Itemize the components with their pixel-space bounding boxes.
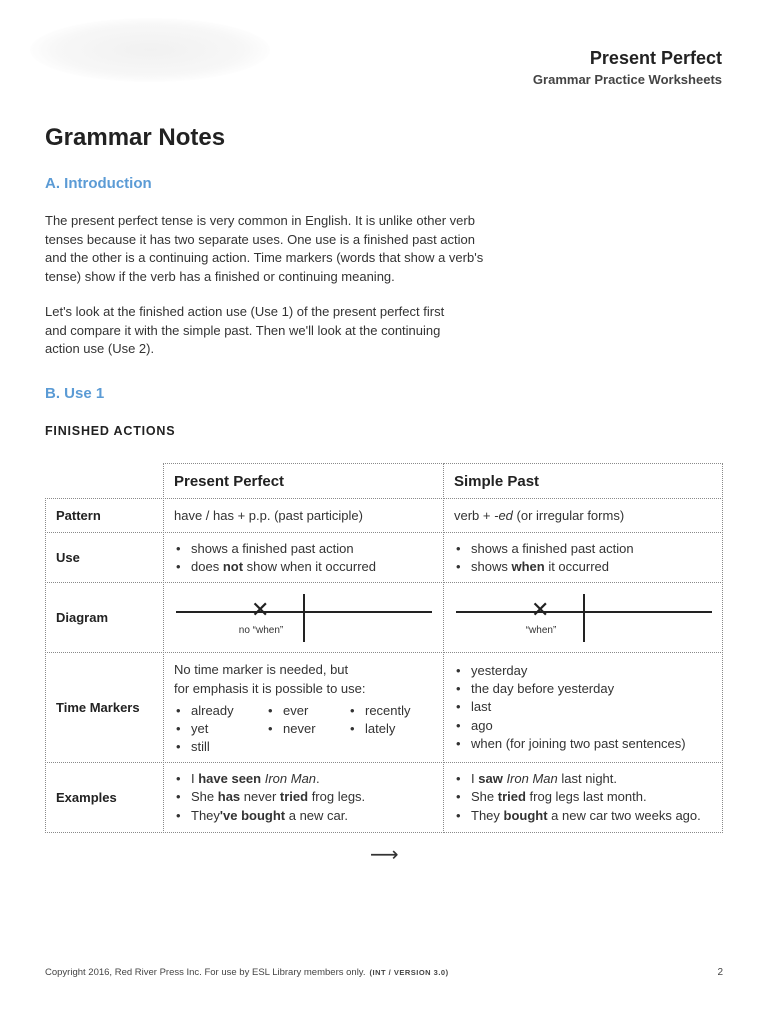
page-number: 2: [717, 967, 723, 978]
diagram-present-perfect: [163, 582, 444, 653]
examples-pp-list: [174, 770, 433, 826]
column-header-present-perfect: Present Perfect: [163, 463, 444, 499]
worksheet-subtitle: Grammar Practice Worksheets: [532, 72, 722, 87]
list-item: [174, 770, 433, 789]
diagram-simple-past: [443, 582, 723, 653]
use-sp-item-2-bold: when: [511, 558, 545, 574]
example-verb: 've bought: [219, 807, 286, 823]
time-marker-column: [348, 702, 430, 756]
time-markers-simple-past: [443, 652, 723, 763]
time-markers-pp-words: [174, 702, 433, 756]
example-text: .: [316, 770, 320, 786]
list-item: [454, 807, 712, 826]
use-simple-past: [443, 532, 723, 583]
list-item: [454, 558, 712, 576]
list-item: • still: [174, 738, 266, 756]
example-text: I: [191, 770, 199, 786]
use-sp-item-1: shows a finished past action: [471, 541, 634, 556]
list-item: • recently: [348, 702, 430, 720]
use-sp-list: [454, 540, 712, 575]
use-pp-item-1: shows a finished past action: [191, 541, 354, 556]
row-label-use: Use: [45, 532, 164, 583]
page-header: [533, 48, 722, 87]
pattern-simple-past: [443, 498, 723, 533]
section-a-heading: A. Introduction: [45, 175, 152, 192]
time-marker-column: [174, 702, 266, 756]
list-item: • last: [454, 698, 712, 716]
scan-smudge: [30, 18, 270, 82]
pattern-present-perfect: [163, 498, 444, 533]
example-verb: bought: [503, 807, 548, 823]
list-item: • the day before yesterday: [454, 680, 712, 698]
example-title: Iron Man: [506, 770, 558, 786]
use-sp-item-2-pre: shows: [471, 558, 512, 574]
row-label-diagram: Diagram: [45, 582, 164, 653]
list-item: [454, 788, 712, 807]
copyright-text: Copyright 2016, Red River Press Inc. For use by ESL Library members only.: [45, 967, 366, 978]
examples-sp-list: [454, 770, 712, 826]
intro-paragraph-1: The present perfect tense is very common in English. It is unlike other verb tenses because it has two separate uses. One use is a finished past action and the other is a continuing action. Time markers (words that show a verb's tense) show if the verb has a finished or continuing meaning.: [45, 213, 484, 284]
pattern-pp-text: have / has + p.p. (past participle): [174, 508, 363, 523]
example-verb: has: [217, 789, 241, 805]
column-header-simple-past: Simple Past: [443, 463, 723, 499]
example-title: Iron Man: [264, 770, 317, 786]
use-present-perfect: [163, 532, 444, 583]
example-text: She: [471, 789, 498, 805]
row-label-pattern: Pattern: [45, 498, 164, 533]
example-verb: tried: [497, 789, 526, 805]
list-item: • already: [174, 702, 266, 720]
list-item: • ever: [266, 702, 348, 720]
example-verb: have seen: [198, 770, 262, 786]
example-text: She: [191, 789, 218, 805]
use-pp-item-2-bold: not: [222, 558, 244, 574]
timeline-diagram-sp: [444, 583, 724, 653]
time-markers-present-perfect: [163, 652, 444, 763]
list-item: • when (for joining two past sentences): [454, 735, 712, 753]
example-text: frog legs last month.: [525, 789, 647, 805]
time-markers-sp-list: [454, 662, 712, 753]
examples-present-perfect: [163, 762, 444, 833]
example-text: a new car two weeks ago.: [547, 807, 701, 823]
use-pp-item-2-post: show when it occurred: [243, 558, 376, 574]
page-title: Grammar Notes: [45, 124, 226, 151]
row-label-examples: Examples: [45, 762, 164, 833]
list-item: [454, 540, 712, 558]
time-marker-column: [266, 702, 348, 756]
intro-paragraph-2: Let's look at the finished action use (Use 1) of the present perfect first and compare it with the simple past. Then we'll look at the continuing action use (Use 2).: [45, 304, 445, 356]
time-markers-pp-intro-line-2: for emphasis it is possible to use:: [174, 680, 366, 696]
finished-actions-subheading: FINISHED ACTIONS: [45, 424, 176, 438]
footer-copyright: [45, 967, 449, 978]
use-pp-list: [174, 540, 433, 575]
example-verb: saw: [478, 770, 503, 786]
list-item: • never: [266, 720, 348, 738]
pattern-sp-ed: -ed: [494, 508, 513, 523]
example-text: I: [471, 770, 479, 786]
timeline-x-mark: ✕: [531, 597, 550, 622]
pattern-sp-post: (or irregular forms): [512, 508, 625, 523]
list-item: [454, 770, 712, 789]
timeline-label-when: “when”: [525, 625, 557, 636]
comparison-table: [45, 463, 723, 833]
time-markers-pp-intro: [174, 660, 433, 698]
list-item: • yesterday: [454, 662, 712, 680]
example-text: They: [191, 807, 220, 823]
list-item: • lately: [348, 720, 430, 738]
example-text: last night.: [557, 770, 618, 786]
version-label: (INT / VERSION 3.0): [369, 968, 449, 977]
use-sp-item-2-post: it occurred: [544, 558, 610, 574]
list-item: [174, 540, 433, 558]
use-pp-item-2-pre: does: [191, 558, 223, 574]
list-item: [174, 807, 433, 826]
examples-simple-past: [443, 762, 723, 833]
example-text: a new car.: [285, 807, 348, 823]
example-verb: tried: [279, 789, 309, 805]
example-text: They: [471, 807, 504, 823]
next-page-arrow-icon: ⟶: [370, 844, 399, 866]
timeline-diagram-pp: [164, 583, 444, 653]
list-item: [174, 788, 433, 807]
row-label-time-markers: Time Markers: [45, 652, 164, 763]
time-markers-pp-intro-line-1: No time marker is needed, but: [174, 661, 349, 677]
example-text: frog legs.: [308, 789, 366, 805]
list-item: [174, 558, 433, 576]
section-b-heading: B. Use 1: [45, 385, 105, 402]
pattern-sp-pre: verb +: [454, 508, 495, 523]
timeline-label-no-when: no “when”: [238, 625, 284, 636]
list-item: • ago: [454, 717, 712, 735]
timeline-x-mark: ✕: [251, 597, 270, 622]
list-item: • yet: [174, 720, 266, 738]
example-text: never: [240, 789, 280, 805]
worksheet-title: Present Perfect: [589, 48, 722, 68]
pattern-sp-text: [454, 508, 712, 523]
